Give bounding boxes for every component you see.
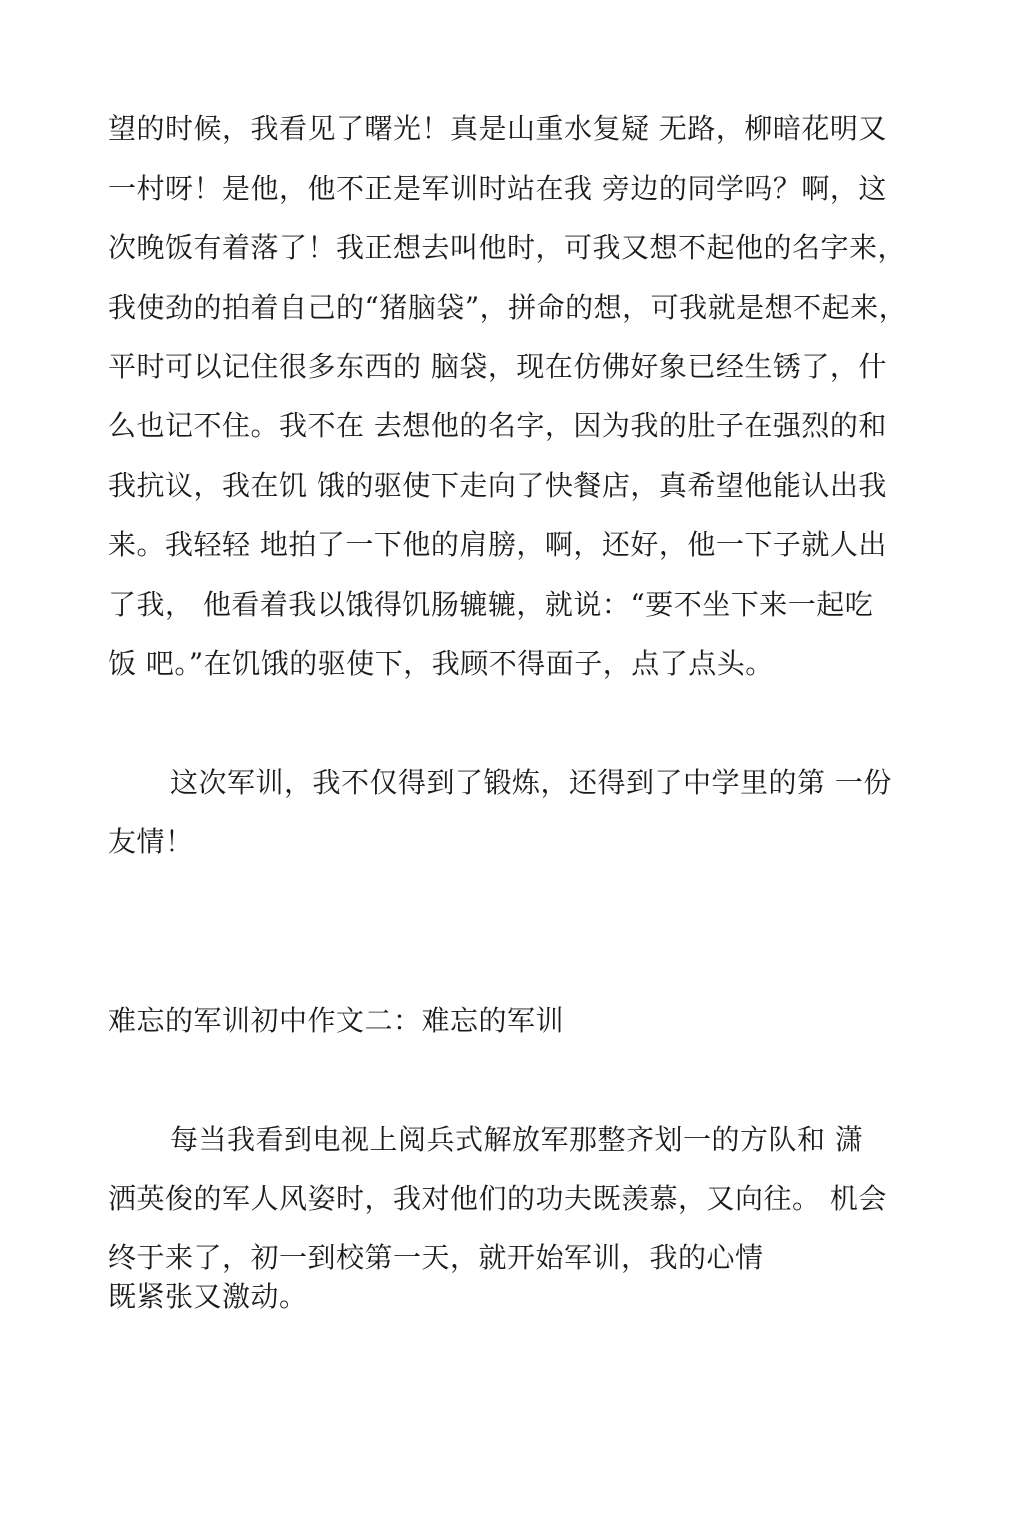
text-line: 饭 吧。”在饥饿的驱使下，我顾不得面子，点了点头。 xyxy=(108,647,774,680)
text-line: 一村呀！是他，他不正是军训时站在我 旁边的同学吗？啊，这 xyxy=(108,172,887,205)
text-line: 望的时候，我看见了曙光！真是山重水复疑 无路，柳暗花明又 xyxy=(108,112,887,145)
text-line: 这次军训，我不仅得到了锻炼，还得到了中学里的第 一份 xyxy=(170,766,892,799)
text-line: 次晚饭有着落了！我正想去叫他时，可我又想不起他的名字来， xyxy=(108,231,907,264)
text-line: 平时可以记住很多东西的 脑袋，现在仿佛好象已经生锈了，什 xyxy=(108,350,887,383)
section-title: 难忘的军训初中作文二：难忘的军训 xyxy=(108,1004,565,1037)
text-line: 来。我轻轻 地拍了一下他的肩膀，啊，还好，他一下子就人出 xyxy=(108,528,887,561)
text-line: 么也记不住。我不在 去想他的名字，因为我的肚子在强烈的和 xyxy=(108,409,887,442)
text-line: 既紧张又激动。 xyxy=(108,1280,308,1313)
text-line: 终于来了，初一到校第一天，就开始军训，我的心情 xyxy=(108,1241,764,1274)
text-line: 我使劲的拍着自己的“猪脑袋”，拼命的想，可我就是想不起来， xyxy=(108,291,908,324)
text-line: 友情！ xyxy=(108,825,194,858)
text-line: 每当我看到电视上阅兵式解放军那整齐划一的方队和 潇 xyxy=(170,1123,864,1156)
text-line: 我抗议，我在饥 饿的驱使下走向了快餐店，真希望他能认出我 xyxy=(108,469,887,502)
text-line: 洒英俊的军人风姿时，我对他们的功夫既羡慕，又向往。 机会 xyxy=(108,1182,887,1215)
text-line: 了我， 他看着我以饿得饥肠辘辘，就说：“要不坐下来一起吃 xyxy=(108,588,874,621)
